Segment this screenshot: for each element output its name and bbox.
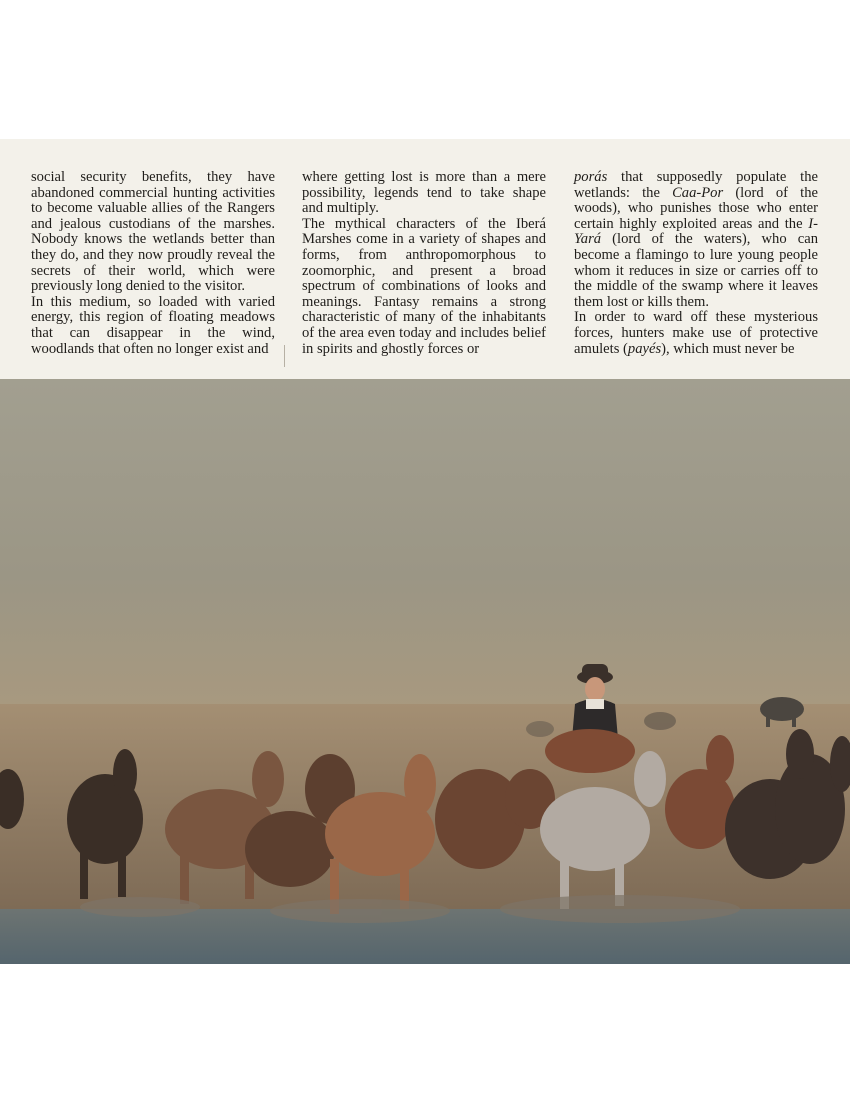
italic-term: I-Yará [574,215,818,248]
horses-gaucho-photo [0,379,850,964]
text-segment: In order to ward off these mysterious forces, hunters make use of protective amulets ( [574,309,818,357]
paragraph [302,217,546,357]
text-segment: that supposedly populate the wetlands: the [574,169,818,201]
paragraph [574,170,818,310]
text-column-1 [31,170,275,357]
article-text-band [0,139,850,379]
paragraph [31,295,275,357]
photo-illustration [0,379,850,964]
text-column-2 [302,170,546,357]
text-segment: social security benefits, they have abandoned commercial hunting activities to become valuable allies of the Rangers and jealous custodians of the marshes. Nobody knows the wetlands better than they do, and they now proudly reveal the secrets of their world, which were previously long denied to the visitor. [31,169,275,295]
text-segment: (lord of the woods), who punishes those who enter certain highly exploited areas and the [574,184,818,232]
italic-term: payés [627,340,662,357]
paragraph [574,310,818,357]
gutter-mark [284,345,285,367]
text-column-3 [574,170,818,357]
italic-term: Caa-Por [672,184,724,201]
text-segment: The mythical characters of the Iberá Marshes come in a variety of shapes and forms, from anthropomorphous to zoomorphic, and present a broad spectrum of combinations of looks and meanings. Fantasy remains a strong characteristic of many of the inhabitants of the area even today and includes belief in spirits and ghostly forces or [302,215,546,357]
text-segment: (lord of the waters), who can become a flamingo to lure young people whom it reduces in size or carries off to the middle of the swamp where it leaves them lost or kills them. [574,231,818,310]
italic-term: porás [574,169,608,185]
paragraph [302,170,546,217]
sky [0,379,850,709]
text-segment: where getting lost is more than a mere possibility, legends tend to take shape and multiply. [302,169,546,217]
text-segment: ), which must never be [661,340,795,357]
text-segment: In this medium, so loaded with varied energy, this region of floating meadows that can disappear in the wind, woodlands that often no longer exist and [31,293,275,357]
paragraph [31,170,275,295]
